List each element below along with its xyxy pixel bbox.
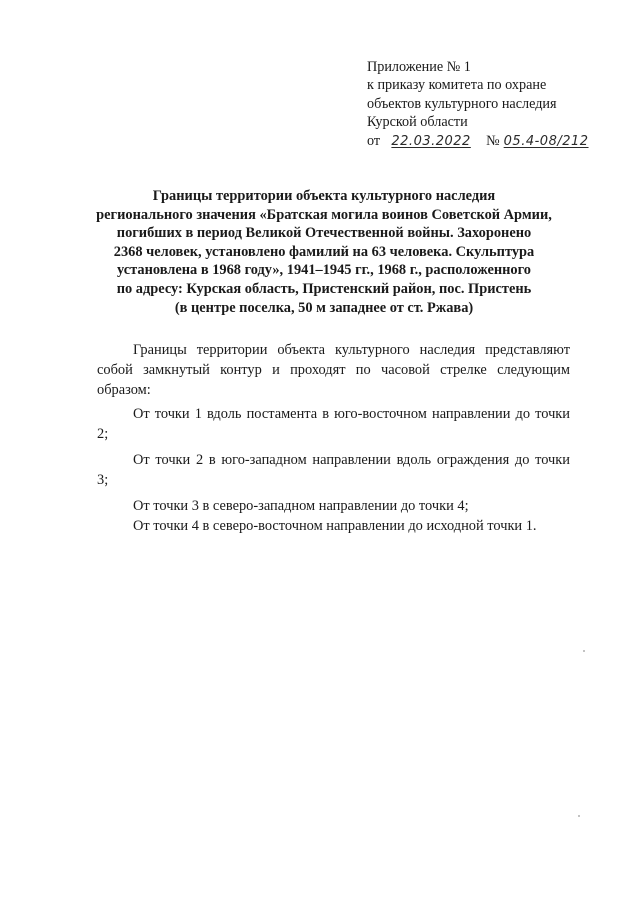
from-label: от <box>367 132 381 149</box>
handwritten-order-number: 05.4-08/212 <box>503 133 589 149</box>
number-label: № <box>486 132 500 149</box>
appendix-region-line: Курской области <box>367 114 468 131</box>
appendix-reference <box>367 132 617 151</box>
title-line: погибших в период Великой Отечественной войны. Захоронено <box>116 225 532 242</box>
appendix-header <box>367 58 617 151</box>
document-body <box>97 340 570 536</box>
title-line: Границы территории объекта культурного наследия <box>152 188 496 204</box>
scan-speck <box>583 650 585 652</box>
document-title <box>80 187 568 317</box>
boundary-item-1-text: От точки 1 вдоль постамента в юго-восточном направлении до точки <box>133 406 570 422</box>
appendix-order-line: к приказу комитета по охране <box>367 77 547 94</box>
intro-paragraph: Границы территории объекта культурного наследия представляют собой замкнутый контур и проходят по часовой стрелке следующим образом: <box>97 342 570 398</box>
appendix-title: Приложение № 1 <box>367 59 471 75</box>
title-line: 2368 человек, установлено фамилий на 63 человека. Скульптура <box>113 243 535 260</box>
title-line: установлена в 1968 году», 1941–1945 гг., 1968 г., расположенного <box>116 262 531 279</box>
title-line: по адресу: Курская область, Пристенский район, пос. Пристень <box>116 280 532 297</box>
boundary-item-4: От точки 4 в северо-восточном направлении до исходной точки 1. <box>133 518 537 534</box>
scan-speck <box>578 815 580 817</box>
boundary-item-2-text: От точки 2 в юго-западном направлении вдоль ограждения до точки <box>133 452 570 468</box>
boundary-item-1 <box>97 404 570 444</box>
title-line: (в центре поселка, 50 м западнее от ст. Ржава) <box>174 299 474 316</box>
title-line: регионального значения «Братская могила воинов Советской Армии, <box>96 206 552 223</box>
handwritten-date: 22.03.2022 <box>391 133 471 149</box>
boundary-item-1-end: 2; <box>97 426 109 442</box>
boundary-item-2-end: 3; <box>97 472 109 488</box>
boundary-item-3: От точки 3 в северо-западном направлении до точки 4; <box>133 498 469 514</box>
boundary-item-2 <box>97 450 570 490</box>
appendix-committee-line: объектов культурного наследия <box>367 95 557 112</box>
